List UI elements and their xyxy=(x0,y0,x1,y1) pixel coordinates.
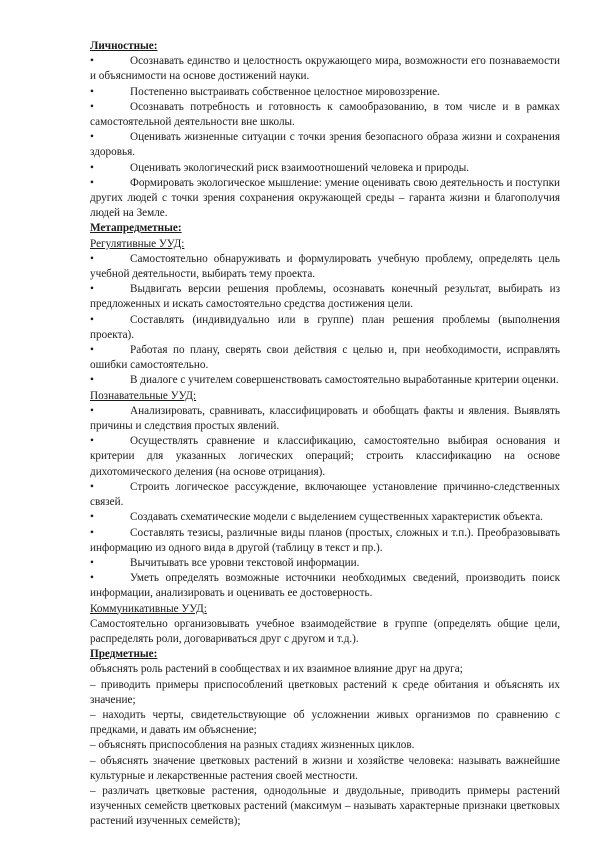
list-item: • Выдвигать версии решения проблемы, осознавать конечный результат, выбирать из предложенных и искать самостоятельно средства достижения цели. xyxy=(90,283,560,311)
list-item: • Строить логическое рассуждение, включающее установление причинно-следственных связей. xyxy=(90,480,560,509)
bullet-icon: • xyxy=(90,556,94,569)
list-item: • Самостоятельно обнаруживать и формулировать учебную проблему, определять цель учебной деятельности, выбирать тему проекта. xyxy=(90,252,560,281)
subject-item: – находить черты, свидетельствующие об усложнении живых организмов по сравнению с предками, и давать им объяснение; xyxy=(90,708,560,737)
list-item: • Формировать экологическое мышление: умение оценивать свою деятельность и поступки других людей с точки зрения сохранения окружающей среды – гаранта жизни и благополучия людей на Земле. xyxy=(90,176,560,220)
list-item: • Вычитывать все уровни текстовой информации. xyxy=(90,556,560,571)
list-item: • Оценивать экологический риск взаимоотношений человека и природы. xyxy=(90,161,560,176)
list-item: • Анализировать, сравнивать, классифицировать и обобщать факты и явления. Выявлять причины и следствия простых явлений. xyxy=(90,404,560,433)
bullet-icon: • xyxy=(90,526,94,539)
list-item: • Постепенно выстраивать собственное целостное мировоззрение. xyxy=(90,85,560,100)
subject-item: – объяснять приспособления на разных стадиях жизненных циклов. xyxy=(90,739,415,752)
subject-item: – объяснять значение цветковых растений в жизни и хозяйстве человека: называть важнейшие культурные и лекарственные растения своей местности. xyxy=(90,754,560,782)
heading-meta: Метапредметные: xyxy=(90,222,182,235)
subject-item: – различать цветковые растения, однодольные и двудольные, приводить примеры растений изученных семейств цветковых растений (максимум – называть характерные признаки цветковых растений изученных семейств); xyxy=(90,784,560,828)
bullet-icon: • xyxy=(90,435,94,448)
bullet-icon: • xyxy=(90,511,94,524)
list-item: • Создавать схематические модели с выделением существенных характеристик объекта. xyxy=(90,510,560,525)
bullet-icon: • xyxy=(90,85,94,98)
bullet-icon: • xyxy=(90,374,94,387)
bullet-icon: • xyxy=(90,283,94,296)
bullet-icon: • xyxy=(90,404,94,417)
heading-regulatory: Регулятивные УУД: xyxy=(90,237,185,250)
heading-personal: Личностные: xyxy=(90,40,158,52)
list-item: • В диалоге с учителем совершенствовать самостоятельно выработанные критерии оценки. xyxy=(90,373,560,388)
bullet-icon: • xyxy=(90,176,94,189)
list-item: • Осуществлять сравнение и классификацию, самостоятельно выбирая основания и критерии для указанных логических операций; строить классификацию на основе дихотомического деления (на основе отрицания). xyxy=(90,435,560,478)
list-item: • Оценивать жизненные ситуации с точки зрения безопасного образа жизни и сохранения здоровья. xyxy=(90,131,560,159)
list-item: • Осознавать единство и целостность окружающего мира, возможности его познаваемости и объяснимости на основе достижений науки. xyxy=(90,55,560,83)
list-item: • Составлять тезисы, различные виды планов (простых, сложных и т.п.). Преобразовывать информацию из одного вида в другой (таблицу в текст и пр.). xyxy=(90,526,560,554)
subject-item: объяснять роль растений в сообществах и их взаимное влияние друг на друга; xyxy=(90,663,463,676)
list-item: • Работая по плану, сверять свои действия с целью и, при необходимости, исправлять ошибки самостоятельно. xyxy=(90,344,560,372)
heading-subject: Предметные: xyxy=(90,648,158,661)
bullet-icon: • xyxy=(90,252,94,265)
list-item: • Уметь определять возможные источники необходимых сведений, производить поиск информации, анализировать и оценивать ее достоверность. xyxy=(90,572,560,600)
list-item: • Осознавать потребность и готовность к самообразованию, в том числе и в рамках самостоятельной деятельности вне школы. xyxy=(90,100,560,129)
bullet-icon: • xyxy=(90,344,94,357)
bullet-icon: • xyxy=(90,100,94,113)
document-page xyxy=(90,39,560,830)
bullet-icon: • xyxy=(90,313,94,326)
bullet-icon: • xyxy=(90,131,94,144)
list-item: • Составлять (индивидуально или в группе) план решения проблемы (выполнения проекта). xyxy=(90,313,560,341)
bullet-icon: • xyxy=(90,55,94,68)
bullet-icon: • xyxy=(90,480,94,493)
heading-communicative: Коммуникативные УУД: xyxy=(90,602,207,615)
heading-cognitive: Познавательные УУД: xyxy=(90,389,197,402)
bullet-icon: • xyxy=(90,572,94,585)
subject-item: – приводить примеры приспособлений цветковых растений к среде обитания и объяснять их значение; xyxy=(90,678,560,706)
communicative-text: Самостоятельно организовывать учебное взаимодействие в группе (определять общие цели, распределять роли, договариваться друг с другом и т.д.). xyxy=(90,617,560,645)
bullet-icon: • xyxy=(90,161,94,174)
